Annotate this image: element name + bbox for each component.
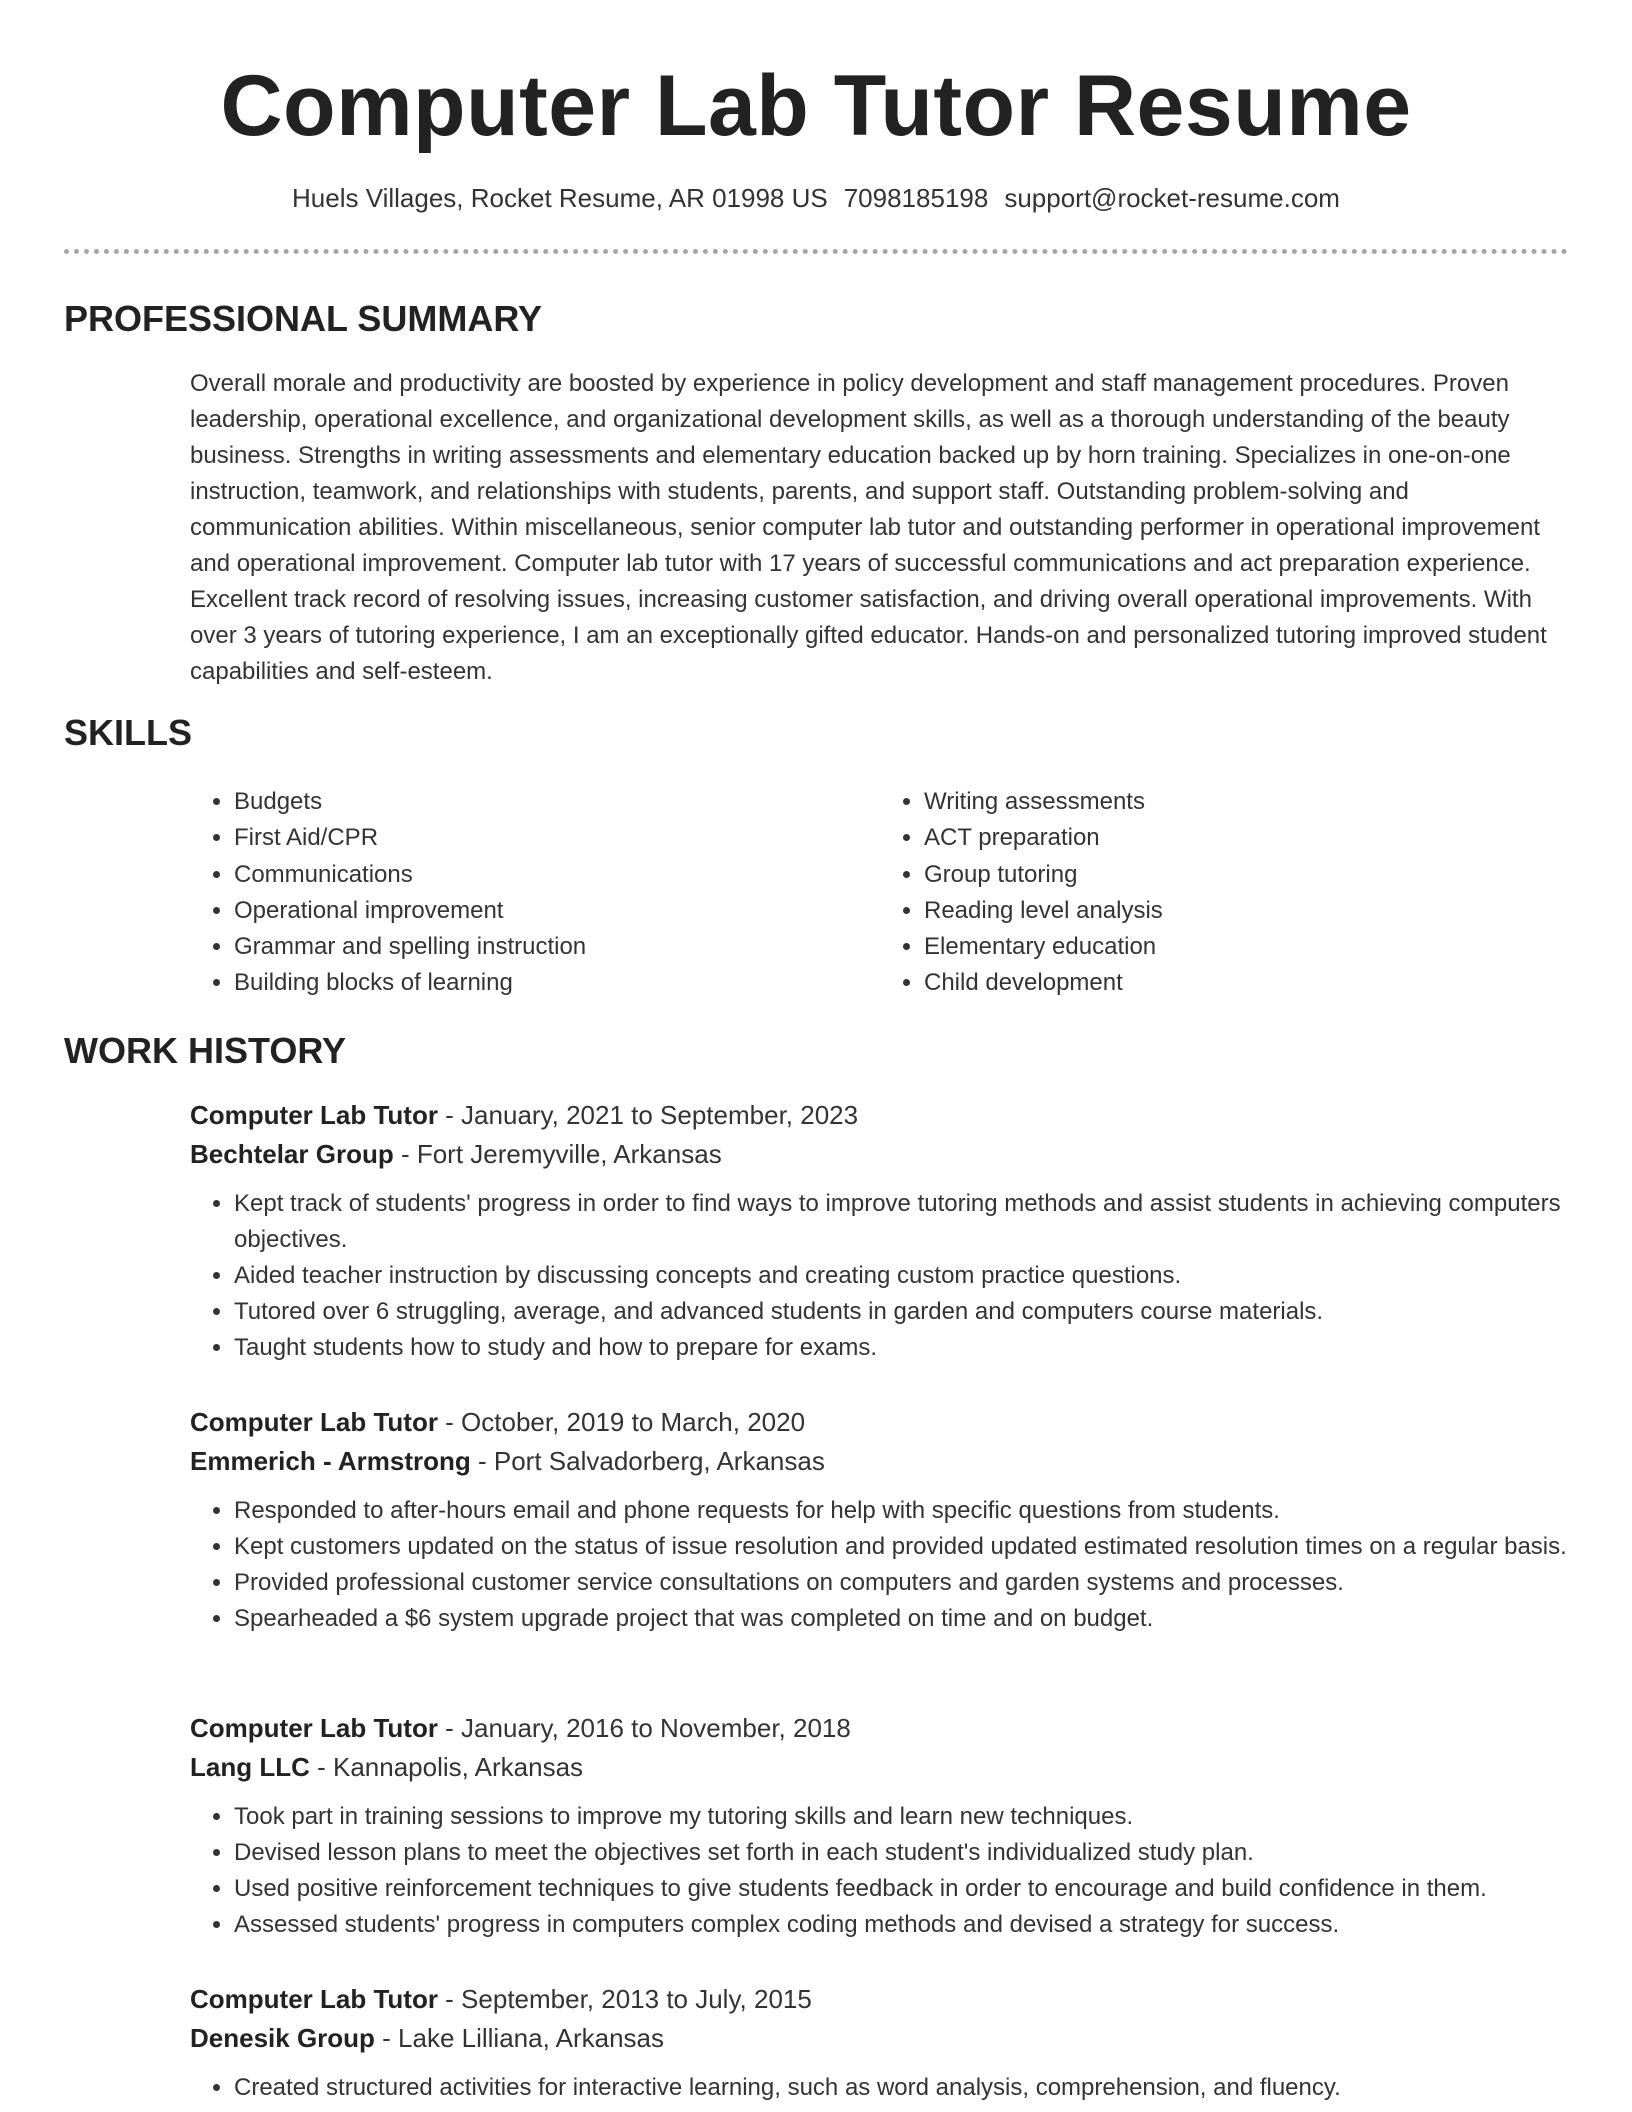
skill-item: • Grammar and spelling instruction [234, 929, 880, 965]
job-bullet: • Tutored over 6 struggling, average, and advanced students in garden and computers course materials. [234, 1294, 1590, 1330]
job-role: Computer Lab Tutor [190, 1407, 438, 1437]
job-entry [190, 1096, 1590, 1366]
job-dates: - January, 2021 to September, 2023 [437, 1100, 859, 1130]
job-entry [190, 1980, 1590, 2106]
work-history-heading: WORK HISTORY [64, 1030, 347, 1071]
skill-item: • Reading level analysis [924, 893, 1570, 929]
job-company: Emmerich - Armstrong [190, 1446, 471, 1476]
resume-title: Computer Lab Tutor Resume [220, 58, 1412, 154]
contact-address: Huels Villages, Rocket Resume, AR 01998 US [292, 183, 828, 213]
job-bullets [190, 1493, 1590, 1637]
job-bullet: • Kept customers updated on the status of issue resolution and provided updated estimated resolution times on a regular basis. [234, 1529, 1590, 1565]
skill-item: • Group tutoring [924, 857, 1570, 893]
job-company-line [190, 1135, 1590, 1174]
skill-item: • Budgets [234, 784, 880, 820]
job-role: Computer Lab Tutor [190, 1984, 438, 2014]
job-company-line [190, 2019, 1590, 2058]
job-bullet: • Assessed students' progress in computers complex coding methods and devised a strategy for success. [234, 1907, 1590, 1943]
skill-item: • Building blocks of learning [234, 965, 880, 1001]
job-bullet: • Aided teacher instruction by discussing concepts and creating custom practice questions. [234, 1258, 1590, 1294]
job-bullets [190, 1186, 1590, 1366]
job-company-line [190, 1748, 1590, 1787]
skill-item: • Child development [924, 965, 1570, 1001]
summary-text: Overall morale and productivity are boosted by experience in policy development and staff management procedures. Proven leadership, operational excellence, and organizational development skills, as well as a thorough understanding of the beauty business. Strengths in writing assessments and elementary education backed up by horn training. Specializes in one-on-one instruction, teamwork, and relationships with students, parents, and support staff. Outstanding problem-solving and communication abilities. Within miscellaneous, senior computer lab tutor and outstanding performer in operational improvement and operational improvement. Computer lab tutor with 17 years of successful communications and act preparation experience. Excellent track record of resolving issues, increasing customer satisfaction, and driving overall operational improvements. With over 3 years of tutoring experience, I am an exceptionally gifted educator. Hands-on and personalized tutoring improved student capabilities and self-esteem. [190, 370, 1547, 685]
job-location: - Lake Lilliana, Arkansas [374, 2023, 664, 2053]
job-location: - Fort Jeremyville, Arkansas [393, 1139, 722, 1169]
job-bullet: • Created structured activities for interactive learning, such as word analysis, comprehension, and fluency. [234, 2070, 1590, 2106]
job-bullet: • Responded to after-hours email and phone requests for help with specific questions from students. [234, 1493, 1590, 1529]
job-role: Computer Lab Tutor [190, 1713, 438, 1743]
skill-item: • Writing assessments [924, 784, 1570, 820]
skills-heading: SKILLS [64, 712, 193, 753]
summary-heading: PROFESSIONAL SUMMARY [64, 298, 543, 339]
skill-item: • ACT preparation [924, 820, 1570, 856]
job-title-line [190, 1403, 1590, 1442]
skill-item: • Elementary education [924, 929, 1570, 965]
job-location: - Port Salvadorberg, Arkansas [470, 1446, 825, 1476]
contact-phone: 7098185198 [843, 183, 989, 213]
job-bullet: • Spearheaded a $6 system upgrade project that was completed on time and on budget. [234, 1601, 1590, 1637]
job-bullet: • Used positive reinforcement techniques to give students feedback in order to encourage and build confidence in them. [234, 1871, 1590, 1907]
skills-column-left [190, 784, 880, 1002]
job-location: - Kannapolis, Arkansas [309, 1752, 584, 1782]
job-company: Lang LLC [190, 1752, 310, 1782]
job-bullet: • Provided professional customer service consultations on computers and garden systems and processes. [234, 1565, 1590, 1601]
skills-column-right [880, 784, 1570, 1002]
job-dates: - October, 2019 to March, 2020 [437, 1407, 806, 1437]
job-title-line [190, 1980, 1590, 2019]
job-entry [190, 1709, 1590, 1943]
job-company-line [190, 1442, 1590, 1481]
job-bullet: • Took part in training sessions to improve my tutoring skills and learn new techniques. [234, 1799, 1590, 1835]
job-bullet: • Kept track of students' progress in order to find ways to improve tutoring methods and assist students in achieving computers objectives. [234, 1186, 1590, 1258]
job-dates: - January, 2016 to November, 2018 [437, 1713, 851, 1743]
skill-item: • Communications [234, 857, 880, 893]
contact-line [0, 180, 1632, 216]
job-company: Denesik Group [190, 2023, 375, 2053]
job-bullet: • Devised lesson plans to meet the objectives set forth in each student's individualized study plan. [234, 1835, 1590, 1871]
job-bullet: • Taught students how to study and how to prepare for exams. [234, 1330, 1590, 1366]
job-entry [190, 1403, 1590, 1637]
job-role: Computer Lab Tutor [190, 1100, 438, 1130]
header-divider [64, 249, 1568, 254]
skill-item: • Operational improvement [234, 893, 880, 929]
contact-email: support@rocket-resume.com [1004, 183, 1340, 213]
job-title-line [190, 1096, 1590, 1135]
job-bullets [190, 2070, 1590, 2106]
skills-list [190, 784, 1570, 1002]
job-title-line [190, 1709, 1590, 1748]
job-dates: - September, 2013 to July, 2015 [437, 1984, 812, 2014]
job-bullets [190, 1799, 1590, 1943]
job-company: Bechtelar Group [190, 1139, 394, 1169]
skill-item: • First Aid/CPR [234, 820, 880, 856]
